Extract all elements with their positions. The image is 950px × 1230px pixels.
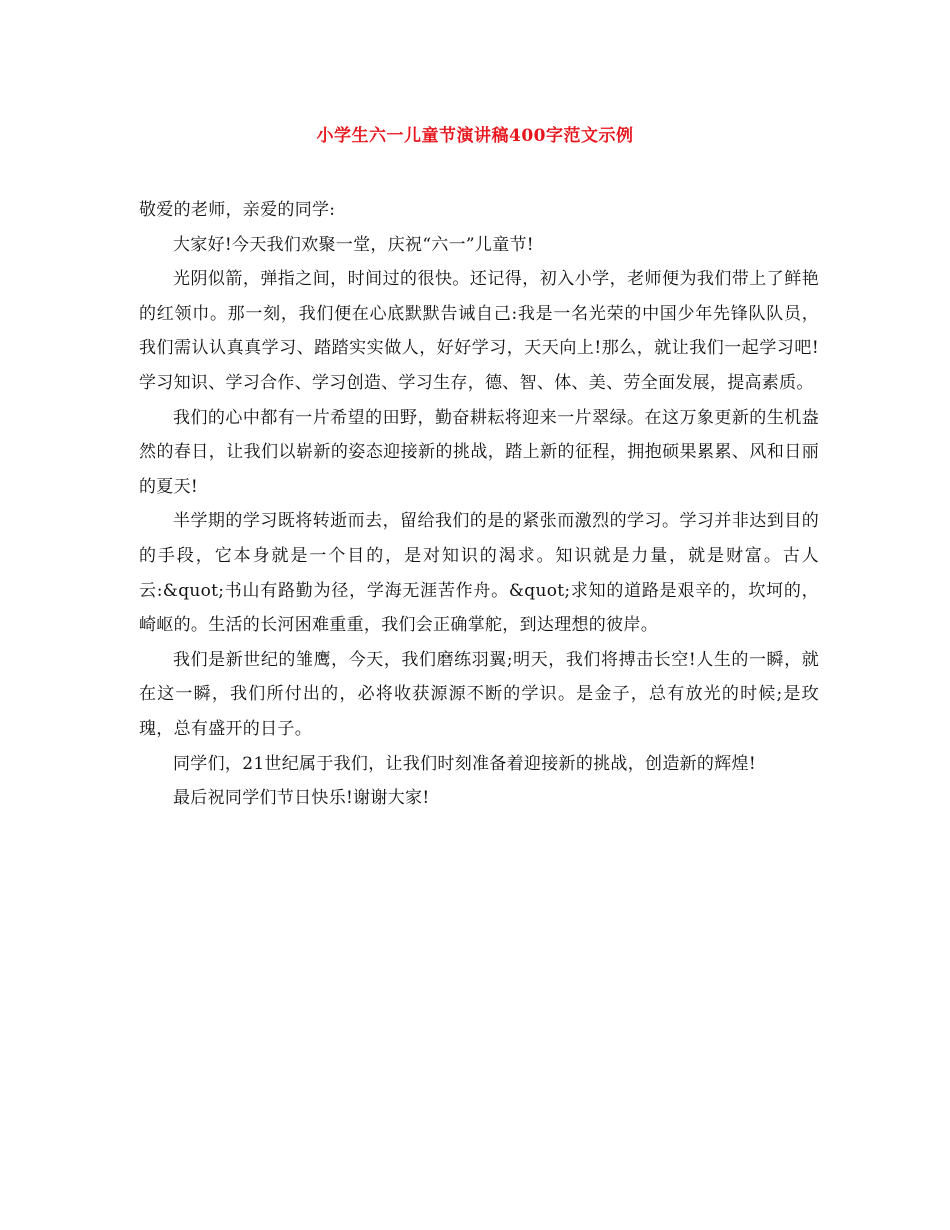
paragraph: 我们是新世纪的雏鹰，今天，我们磨练羽翼;明天，我们将搏击长空!人生的一瞬，就在这一瞬，我们所付出的，必将收获源源不断的学识。是金子，总有放光的时候;是玫瑰，总有盛开的日子。 <box>139 649 819 739</box>
paragraph: 最后祝同学们节日快乐!谢谢大家! <box>173 788 430 809</box>
paragraph: 同学们，21世纪属于我们，让我们时刻准备着迎接新的挑战，创造新的辉煌! <box>173 753 756 774</box>
document-body <box>139 193 819 816</box>
paragraph: 半学期的学习既将转逝而去，留给我们的是的紧张而激烈的学习。学习并非达到目的的手段，它本身就是一个目的，是对知识的渴求。知识就是力量，就是财富。古人云:&quot;书山有路勤为径，学海无涯苦作舟。&quot;求知的道路是艰辛的，坎坷的，崎岖的。生活的长河困难重重，我们会正确掌舵，到达理想的彼岸。 <box>139 511 819 636</box>
document-title: 小学生六一儿童节演讲稿400字范文示例 <box>316 126 634 146</box>
paragraph: 光阴似箭，弹指之间，时间过的很快。还记得，初入小学，老师便为我们带上了鲜艳的红领巾。那一刻，我们便在心底默默告诫自己:我是一名光荣的中国少年先锋队队员，我们需认认真真学习、踏踏实实做人，好好学习，天天向上!那么，就让我们一起学习吧!学习知识、学习合作、学习创造、学习生存，德、智、体、美、劳全面发展，提高素质。 <box>139 269 819 393</box>
greeting: 敬爱的老师，亲爱的同学: <box>139 200 336 220</box>
paragraph: 大家好!今天我们欢聚一堂，庆祝“六一”儿童节! <box>173 234 534 255</box>
paragraph: 我们的心中都有一片希望的田野，勤奋耕耘将迎来一片翠绿。在这万象更新的生机盎然的春日，让我们以崭新的姿态迎接新的挑战，踏上新的征程，拥抱硕果累累、风和日丽的夏天! <box>139 407 819 497</box>
